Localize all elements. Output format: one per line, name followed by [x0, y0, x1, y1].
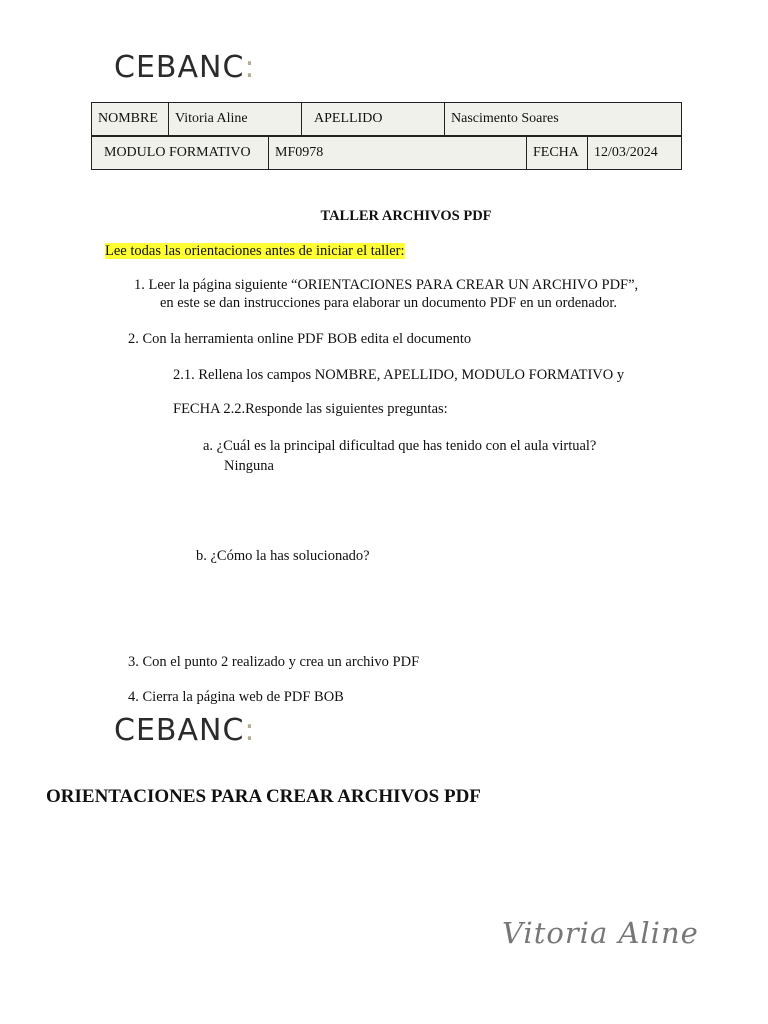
- page2-heading: ORIENTACIONES PARA CREAR ARCHIVOS PDF: [46, 786, 481, 807]
- modulo-label: MODULO FORMATIVO: [92, 137, 269, 170]
- document-title: TALLER ARCHIVOS PDF: [320, 208, 492, 224]
- logo-brand: CEBANC: [114, 713, 245, 748]
- modulo-value[interactable]: MF0978: [269, 137, 527, 170]
- nombre-value[interactable]: Vitoria Aline: [169, 103, 302, 136]
- fecha-label: FECHA: [527, 137, 588, 170]
- nombre-label: NOMBRE: [92, 103, 169, 136]
- logo-colon: :: [244, 50, 256, 85]
- logo-brand: CEBANC: [114, 50, 245, 85]
- intro-highlight: Lee todas las orientaciones antes de iniciar el taller:: [105, 243, 405, 259]
- student-info-table-row1: [91, 102, 682, 136]
- apellido-label: APELLIDO: [302, 103, 445, 136]
- logo-colon: :: [244, 713, 256, 748]
- signature: Vitoria Aline: [502, 916, 699, 950]
- instruction-1-line1: 1. Leer la página siguiente “ORIENTACIONES PARA CREAR UN ARCHIVO PDF”,: [134, 277, 639, 293]
- instruction-3: 3. Con el punto 2 realizado y crea un archivo PDF: [128, 654, 420, 670]
- instruction-1-line2: en este se dan instrucciones para elaborar un documento PDF en un ordenador.: [160, 295, 618, 311]
- instruction-2: 2. Con la herramienta online PDF BOB edita el documento: [128, 331, 472, 347]
- instruction-4: 4. Cierra la página web de PDF BOB: [128, 689, 344, 705]
- question-b: b. ¿Cómo la has solucionado?: [196, 548, 370, 564]
- instruction-2-1: 2.1. Rellena los campos NOMBRE, APELLIDO, MODULO FORMATIVO y: [173, 367, 625, 383]
- apellido-value[interactable]: Nascimento Soares: [445, 103, 682, 136]
- fecha-value[interactable]: 12/03/2024: [588, 137, 682, 170]
- instruction-2-1-continued: FECHA 2.2.Responde las siguientes preguntas:: [173, 401, 448, 417]
- cebanc-logo-page2: [114, 713, 256, 748]
- answer-a[interactable]: Ninguna: [224, 458, 274, 474]
- cebanc-logo: [114, 50, 256, 85]
- student-info-table-row2: [91, 136, 682, 170]
- question-a: a. ¿Cuál es la principal dificultad que has tenido con el aula virtual?: [203, 438, 597, 454]
